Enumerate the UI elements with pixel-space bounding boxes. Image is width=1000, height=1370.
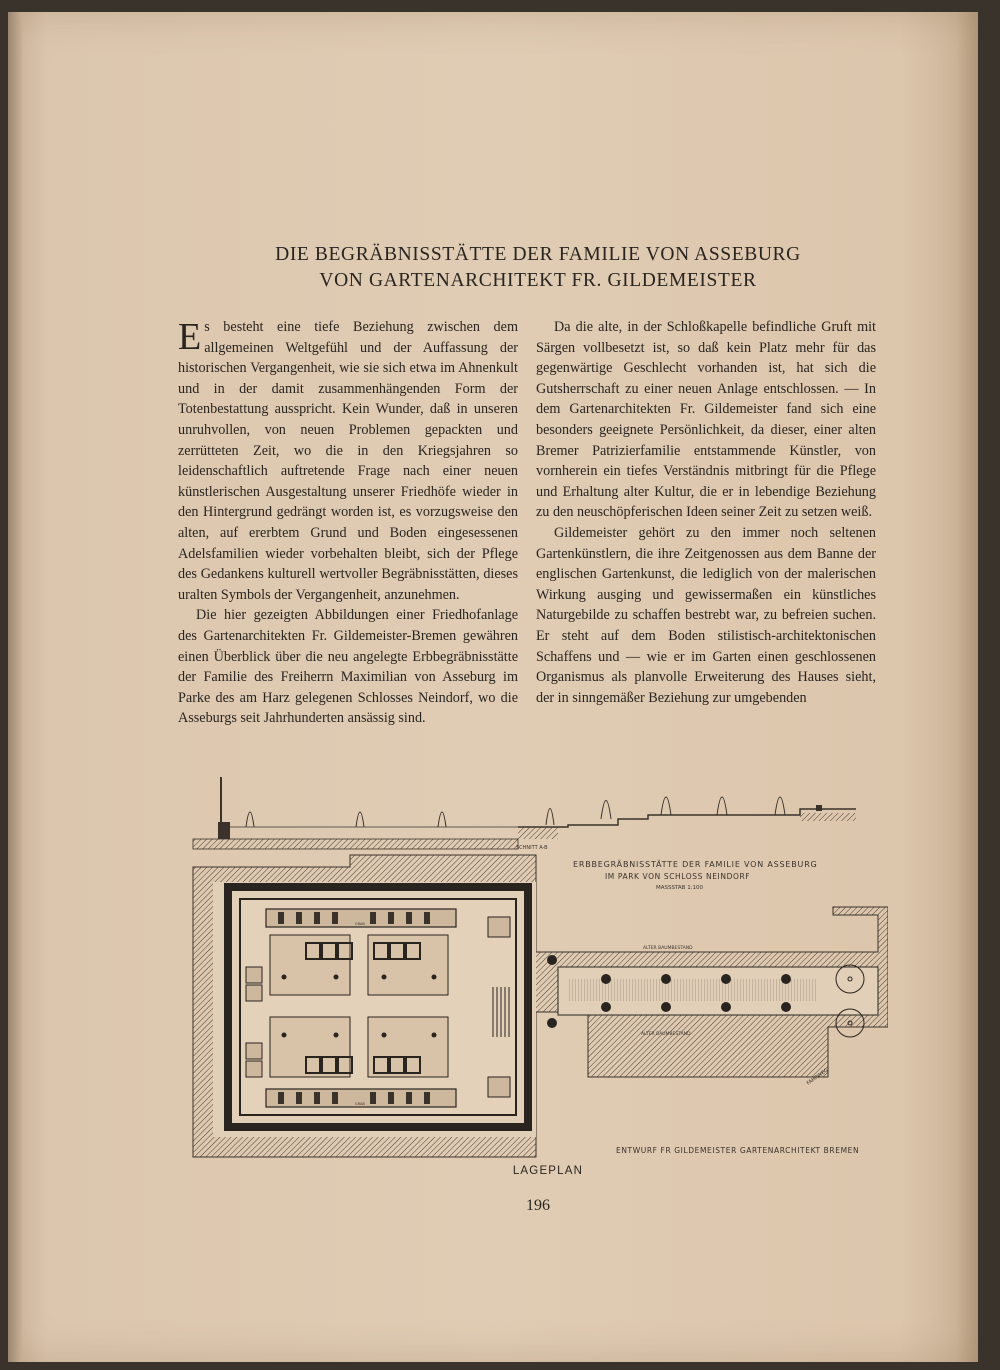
paragraph <box>178 317 518 605</box>
page-number: 196 <box>526 1197 550 1214</box>
plan-heading-line-1: ERBBEGRÄBNISSTÄTTE DER FAMILIE VON ASSEBURG <box>573 860 818 869</box>
paragraph-text: s besteht eine tiefe Beziehung zwischen dem allgemeinen Weltgefühl und der Auffassung der historischen Vergangenheit, wie sie sich etwa im Ahnenkult und in der damit zusammenhängenden Form der Totenbestattung ausspricht. Kein Wunder, daß in unseren unruhvollen, von neuen Problemen gepackten und zerrütteten Zeit, wo die in den Kriegsjahren so leidenschaftlich auftretende Frage nach einer neuen künstlerischen Ausgestaltung unserer Friedhöfe wieder in den Hintergrund gedrängt worden ist, es vorzugsweise den alten, auf ererbtem Grund und Boden eingesessenen Adelsfamilien wieder vorbehalten bleibt, sich der Pflege des Gedankens kulturell wertvoller Begräbnisstätten, dieses uralten Symbols der Vergangenheit, anzunehmen. <box>178 319 518 603</box>
text-column-right <box>536 317 876 708</box>
plan-label-path: FAHRWEG <box>805 1067 830 1087</box>
plan-heading-line-3: MASSSTAB 1:100 <box>656 885 704 891</box>
site-plan-drawing <box>188 767 888 1167</box>
book-spine <box>8 12 22 1362</box>
paragraph: Gildemeister gehört zu den immer noch seltenen Gartenkünstlern, die ihre Zeitgenossen aus dem Banne der englischen Gartenkunst, die lediglich von der malerischen Wirkung ausging und gewissermaßen ein künstliches Naturgebilde zu schaffen bestrebt war, zu befreien suchen. Er steht auf dem Boden stilistisch-architektonischen Schaffens und — wie er im Garten einen geschlossenen Organismus als planvolle Erweiterung des Hauses sieht, der in sinngemäßer Beziehung zur umgebenden <box>536 524 876 706</box>
site-plan <box>193 855 888 1157</box>
plan-label-upper: ALTER BAUMBESTAND <box>643 946 693 951</box>
section-label: SCHNITT A-B <box>516 845 548 851</box>
paragraph: Da die alte, in der Schloßkapelle befindliche Gruft mit Särgen vollbesetzt ist, so daß kein Platz mehr für das gegenwärtige Geschlecht vorhanden ist, hat sich die Gutsherrschaft zu einer neuen Anlage entschlossen. — In dem Gartenarchitekten Fr. Gildemeister fand sich eine besonders geeignete Persönlichkeit, da dieser, einer alten Bremer Patrizierfamilie entstammende Künstler, von vornherein ein tiefes Verständnis mitbringt für die Pflege und Erhaltung alter Kultur, die er in lebendige Beziehung zu den neuschöpferischen Ideen seiner Zeit zu setzen weiß. <box>536 319 876 521</box>
drop-cap: E <box>178 316 202 358</box>
section-elevation <box>193 777 856 851</box>
page-edge <box>956 12 978 1362</box>
article-title-line-1: DIE BEGRÄBNISSTÄTTE DER FAMILIE VON ASSEBURG <box>275 244 801 265</box>
article-title-line-2: VON GARTENARCHITEKT FR. GILDEMEISTER <box>319 270 757 291</box>
plan-label-niche: GRAB <box>355 922 365 926</box>
plan-signature: ENTWURF FR GILDEMEISTER GARTENARCHITEKT BREMEN <box>616 1146 860 1155</box>
figure-caption: LAGEPLAN <box>512 1165 584 1177</box>
plan-label-lower: ALTER BAUMBESTAND <box>641 1032 691 1037</box>
paragraph: Die hier gezeigten Abbildungen einer Friedhofanlage des Gartenarchitekten Fr. Gildemeister-Bremen gewähren einen Überblick über die neu angelegte Erbbegräbnisstätte der Familie des Freiherrn Maximilian von Asseburg im Parke des am Harz gelegenen Schlosses Neindorf, wo die Asseburgs seit Jahrhunderten ansässig sind. <box>178 607 518 727</box>
plan-label-niche: GRAB <box>355 1102 365 1106</box>
plan-heading-line-2: IM PARK VON SCHLOSS NEINDORF <box>605 872 751 881</box>
text-column-left <box>178 317 518 729</box>
book-page <box>8 12 978 1362</box>
